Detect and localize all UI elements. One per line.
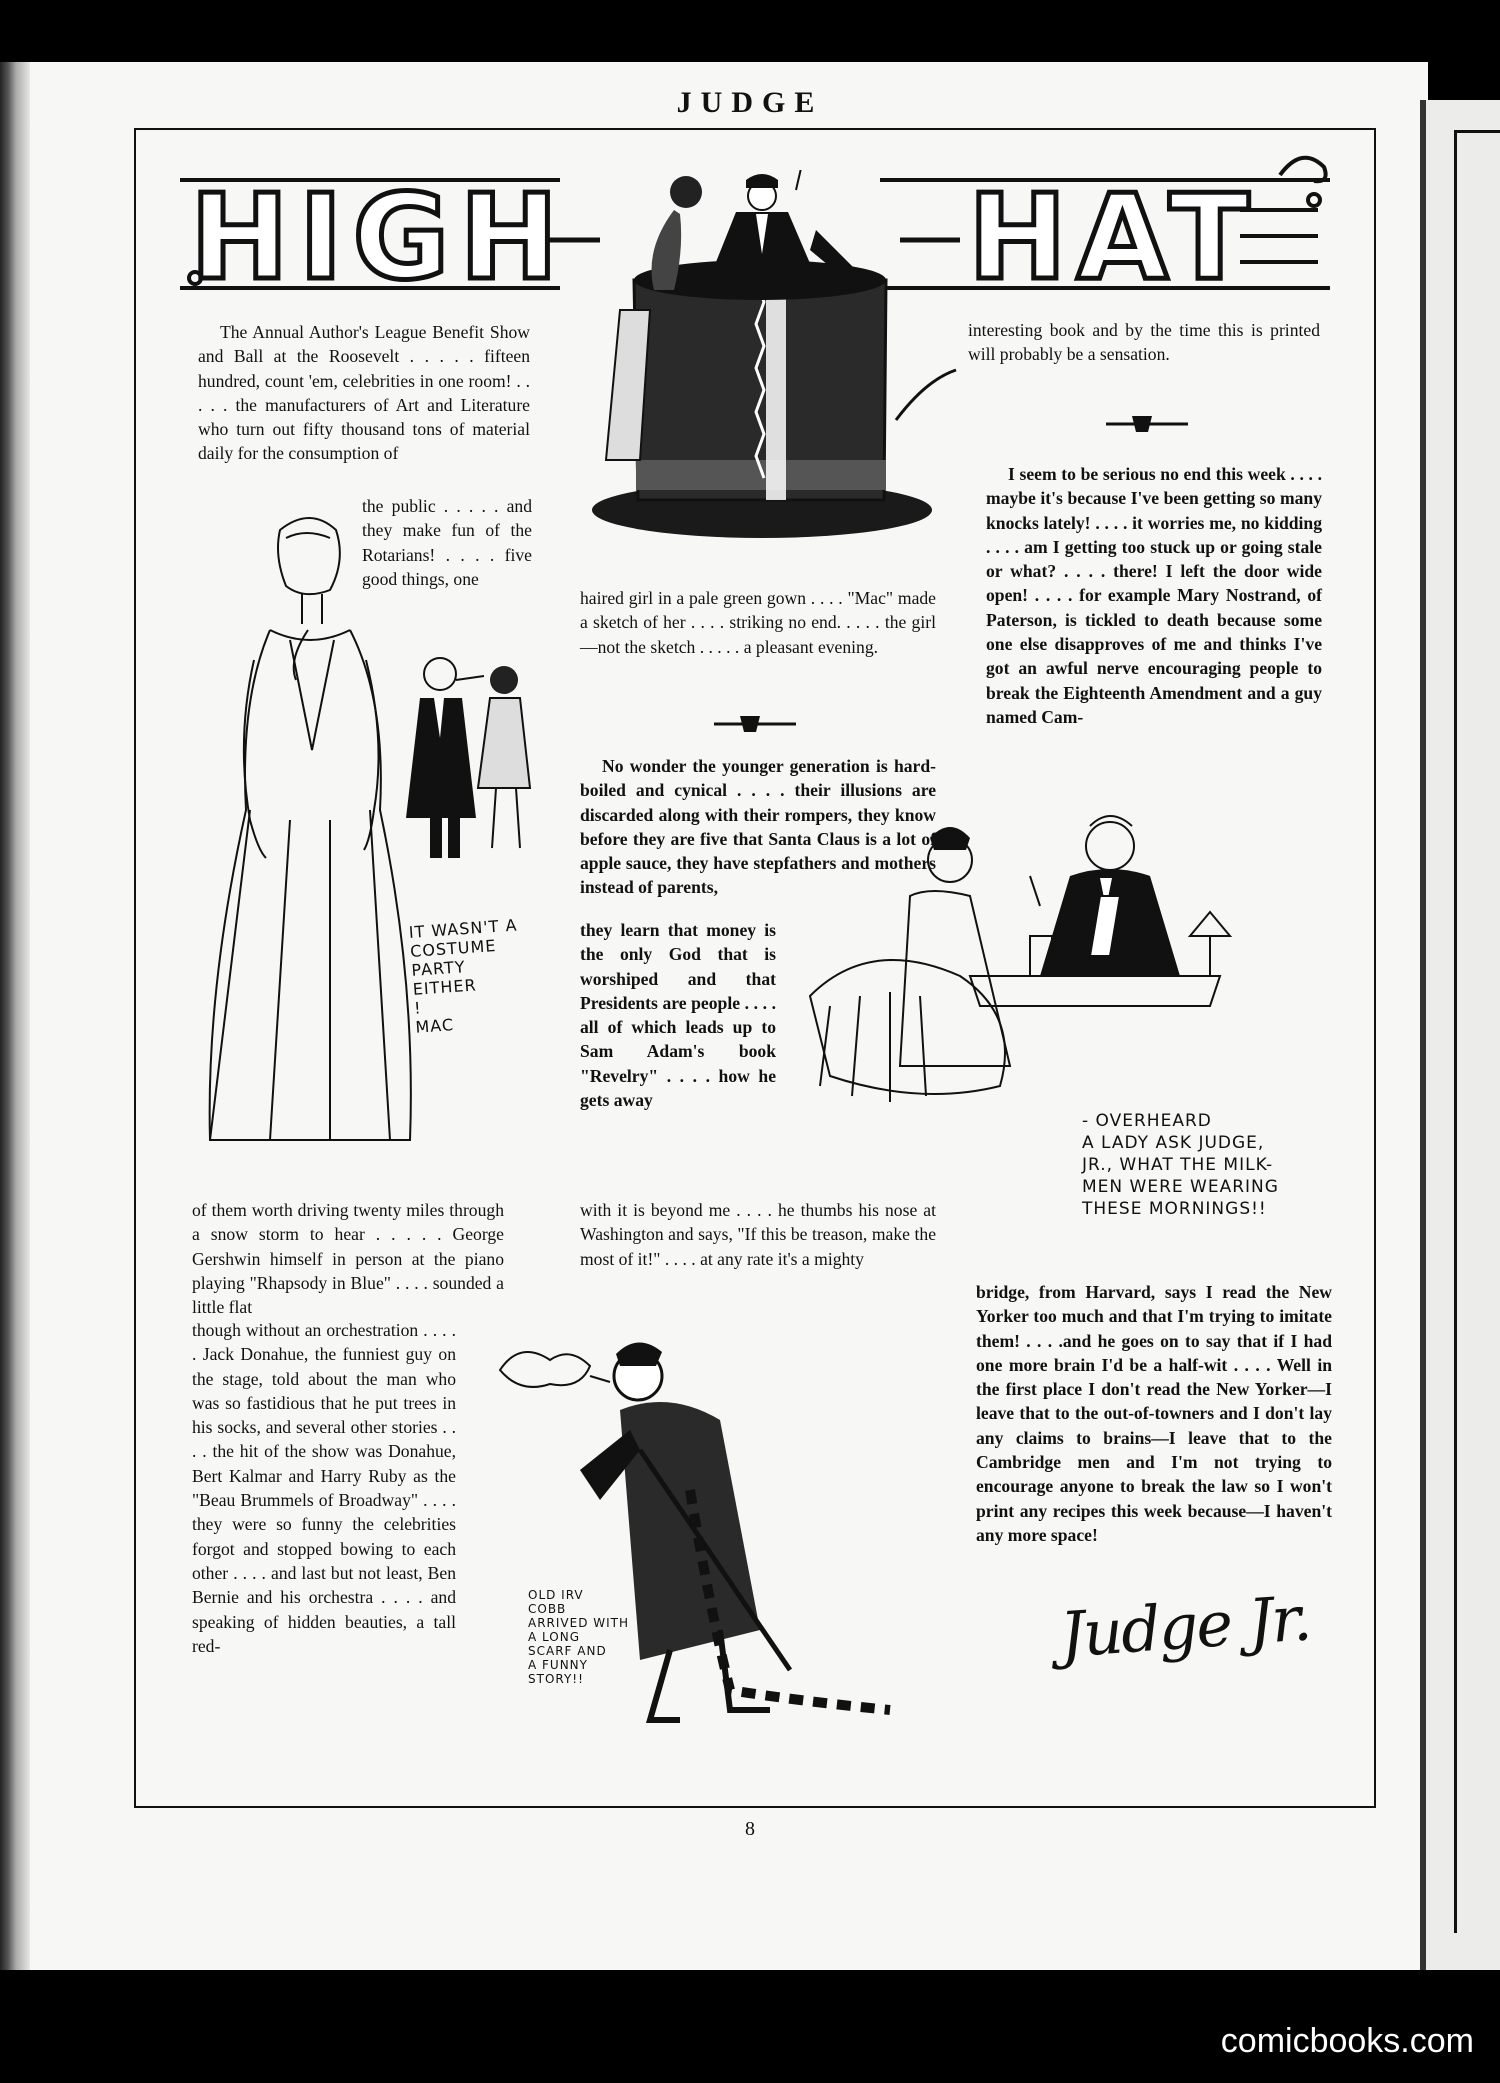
page-number: 8 <box>745 1818 755 1840</box>
costume-party-caption: IT WASN'T A COSTUME PARTY EITHER ! MAC <box>408 915 519 1037</box>
title-word-right: HAT <box>968 168 1260 306</box>
column-2-narrow-text: they learn that money is the only God that is worshiped and that Presidents are people . . . . all of which leads up to Sam Adam's book "Revelry" . . . . how he gets away <box>580 920 776 1111</box>
column-1-wrap-text: the public . . . . . and they make fun of the Rotarians! . . . . five good things, one <box>362 496 532 589</box>
milkmen-caption: - OVERHEARD A LADY ASK JUDGE, JR., WHAT THE MILK- MEN WERE WEARING THESE MORNINGS!! <box>1082 1111 1279 1219</box>
column-1-lower-text: of them worth driving twenty miles through a snow storm to hear . . . . . George Gershwin himself in person at the piano playing "Rhapsody in Blue" . . . . sounded a little flat <box>192 1200 504 1318</box>
small-couple-sketch <box>400 628 540 868</box>
masthead: JUDGE <box>676 86 824 119</box>
irv-cobb-caption: OLD IRV COBB ARRIVED WITH A LONG SCARF AND A FUNNY STORY!! <box>528 1588 630 1686</box>
watermark: comicbooks.com <box>1220 2022 1474 2060</box>
column-1-narrow-text: though without an orchestration . . . . . Jack Donahue, the funniest guy on the stage, told about the man who was so fastidious that he put trees in his socks, and several other stories . . . . the hit of the show was Donahue, Bert Kalmar and Harry Ruby as the "Beau Brummels of Broadway" . . . . they were so funny the celebrities forgot and stopped bowing to each other . . . . and last but not least, Ben Bernie and his orchestra . . . . and speaking of hidden beauties, a tall red- <box>192 1320 456 1656</box>
column-2-lower-text: with it is beyond me . . . . he thumbs his nose at Washington and says, "If this be treason, make the most of it!" . . . . at any rate it's a mighty <box>580 1200 936 1269</box>
column-3-lower-text: bridge, from Harvard, says I read the New Yorker too much and that I'm trying to imitate them! . . . .and he goes on to say that if I had one more brain I'd be a half-wit . . . . Well in the first place I don't read the New Yorker—I leave that to the out-of-towners and I don't lay any claims to brains—I leave that to the Cambridge men and I'm not trying to encourage anyone to break the law so I won't print any recipes this week because—I haven't any more space! <box>976 1282 1332 1545</box>
top-hat-couple-illustration <box>566 170 966 550</box>
ornament-divider-right <box>1102 412 1192 436</box>
title-word-left: HIGH <box>190 168 569 306</box>
column-2-top-text: haired girl in a pale green gown . . . . "Mac" made a sketch of her . . . . striking no end. . . . . the girl—not the sketch . . . . . a pleasant evening. <box>580 588 936 657</box>
ornament-divider-center <box>710 712 800 736</box>
column-3-top-text: interesting book and by the time this is printed will probably be a sensation. <box>968 320 1320 365</box>
column-2-mid-text: No wonder the younger generation is hard-boiled and cynical . . . . their illusions are discarded along with their rompers, they know before they are five that Santa Claus is a lot of apple sauce, they have stepfathers and mothers instead of parents, <box>580 756 936 898</box>
column-1-top-text: The Annual Author's League Benefit Show and Ball at the Roosevelt . . . . . fifteen hundred, count 'em, celebrities in one room! . . . . . the manufacturers of Art and Literature who turn out fifty thousand tons of material daily for the consumption of <box>198 322 530 464</box>
judge-jr-signature: Judge Jr. <box>1057 1581 1313 1672</box>
column-3-mid-text: I seem to be serious no end this week . . . . maybe it's because I've been getting so many knocks lately! . . . . it worries me, no kidding . . . . am I getting too stuck up or going stale or what? . . . . there! I left the door wide open! . . . . for example Mary Nostrand, of Paterson, is tickled to death because some one else disapproves of me and thinks I've got an awful nerve encouraging people to break the Eighteenth Amendment and a guy named Cam- <box>986 464 1322 727</box>
